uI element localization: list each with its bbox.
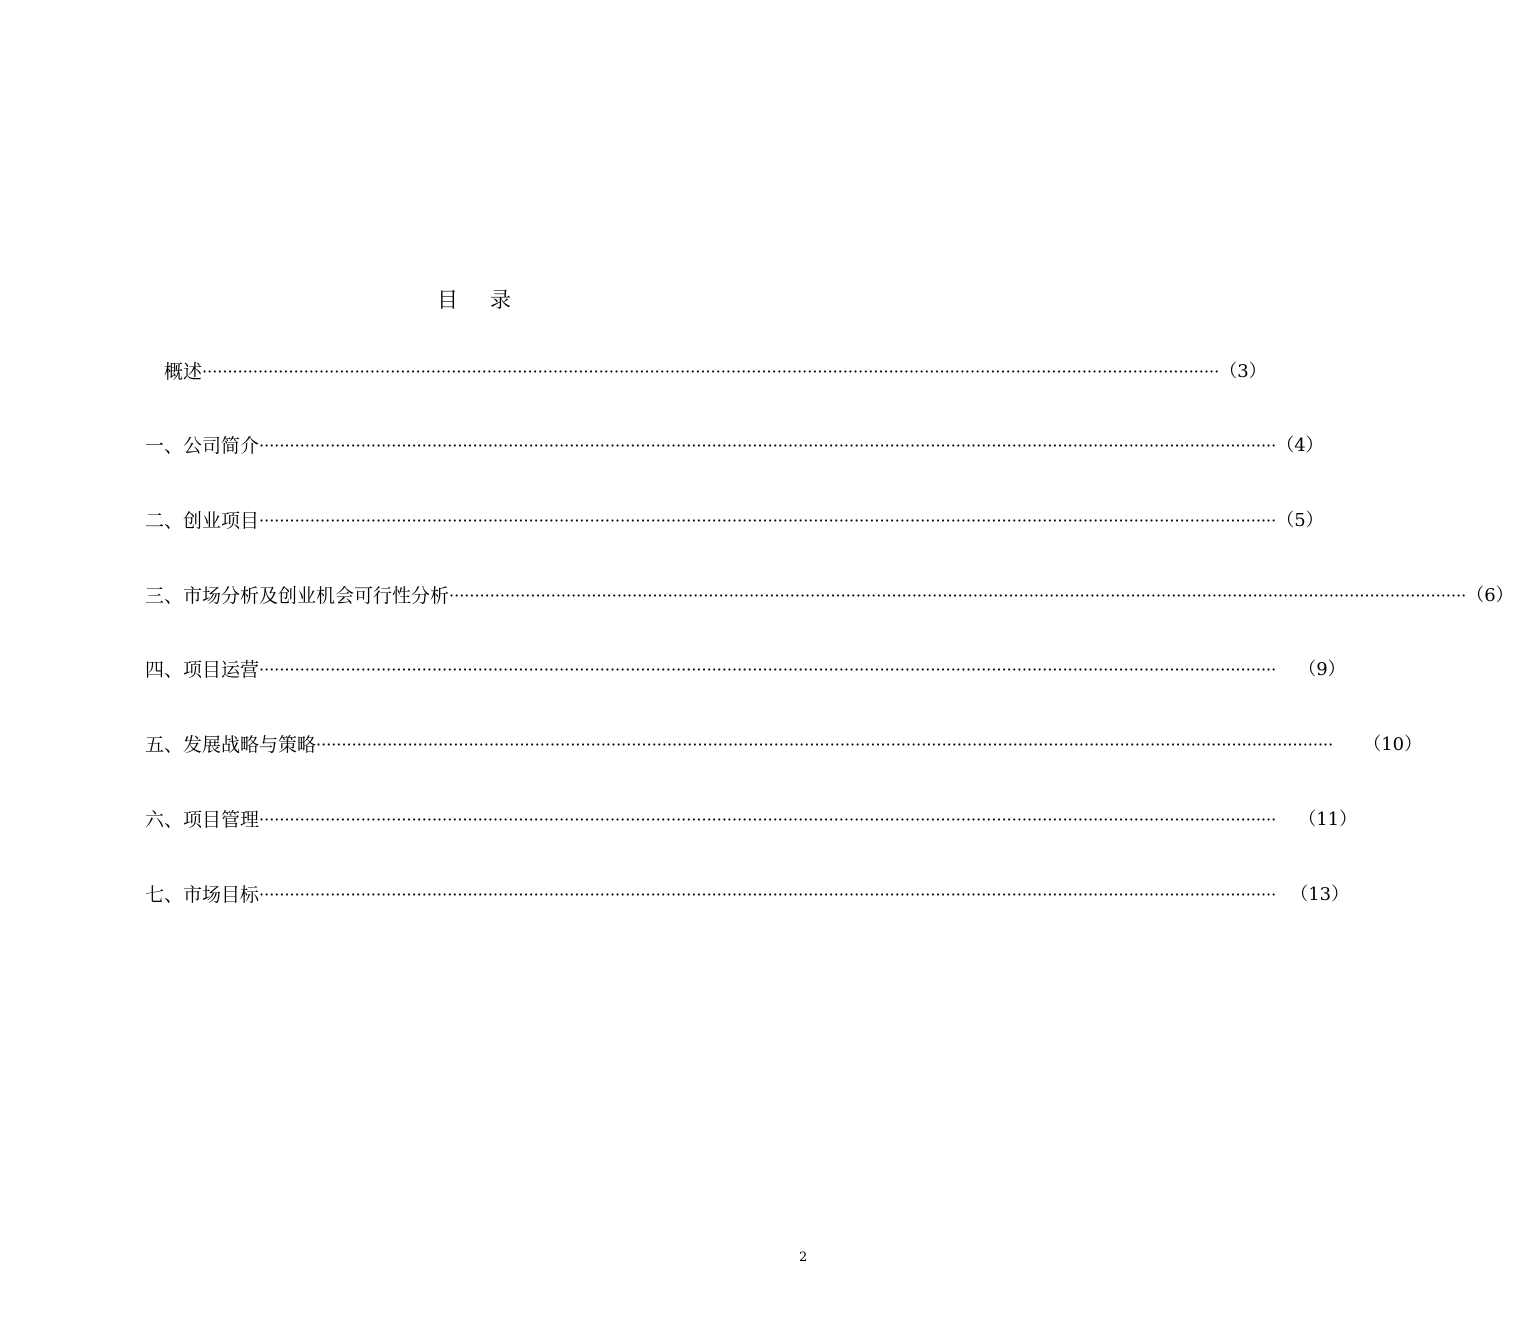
toc-entry-label: 二、创业项目 bbox=[145, 510, 260, 532]
toc-entry-page: （4） bbox=[1276, 435, 1324, 456]
toc-entry[interactable] bbox=[164, 358, 1267, 386]
toc-entry-label: 一、公司简介 bbox=[145, 435, 260, 457]
toc-entry-page: （9） bbox=[1298, 659, 1346, 680]
toc-leader-dots: ········································································································································································································ bbox=[259, 810, 1277, 829]
toc-leader-dots: ········································································································································································································ bbox=[259, 436, 1277, 455]
toc-entry-page: （13） bbox=[1290, 884, 1350, 905]
toc-entry-page: （11） bbox=[1298, 809, 1358, 830]
toc-entry-label: 五、发展战略与策略 bbox=[145, 734, 317, 756]
toc-entry[interactable] bbox=[145, 881, 1350, 909]
toc-leader-dots: ········································································································································································································ bbox=[259, 511, 1277, 530]
toc-entry-label: 六、项目管理 bbox=[145, 809, 260, 831]
toc-entry-page: （10） bbox=[1363, 734, 1423, 755]
toc-entry-label: 四、项目运营 bbox=[145, 659, 260, 681]
toc-entry-page: （6） bbox=[1466, 585, 1514, 606]
toc-title bbox=[0, 284, 950, 314]
toc-leader-dots: ········································································································································································································ bbox=[202, 362, 1220, 381]
toc-entry[interactable] bbox=[145, 507, 1324, 535]
toc-entry[interactable] bbox=[145, 806, 1358, 834]
toc-entry[interactable] bbox=[145, 582, 1514, 610]
page-number: 2 bbox=[799, 1250, 808, 1265]
toc-entry-label: 七、市场目标 bbox=[145, 884, 260, 906]
toc-title-char-2: 录 bbox=[490, 288, 513, 312]
toc-title-char-1: 目 bbox=[437, 288, 460, 312]
toc-entry[interactable] bbox=[145, 656, 1346, 684]
toc-leader-dots: ········································································································································································································ bbox=[449, 586, 1467, 605]
toc-leader-dots: ········································································································································································································ bbox=[316, 735, 1334, 754]
toc-entry-page: （5） bbox=[1276, 510, 1324, 531]
toc-entry-label: 概述 bbox=[164, 361, 203, 383]
toc-entry[interactable] bbox=[145, 432, 1324, 460]
toc-entry-label: 三、市场分析及创业机会可行性分析 bbox=[145, 585, 450, 607]
toc-leader-dots: ········································································································································································································ bbox=[259, 660, 1277, 679]
toc-entry-page: （3） bbox=[1219, 361, 1267, 382]
toc-leader-dots: ········································································································································································································ bbox=[259, 885, 1277, 904]
toc-entry[interactable] bbox=[145, 731, 1423, 759]
